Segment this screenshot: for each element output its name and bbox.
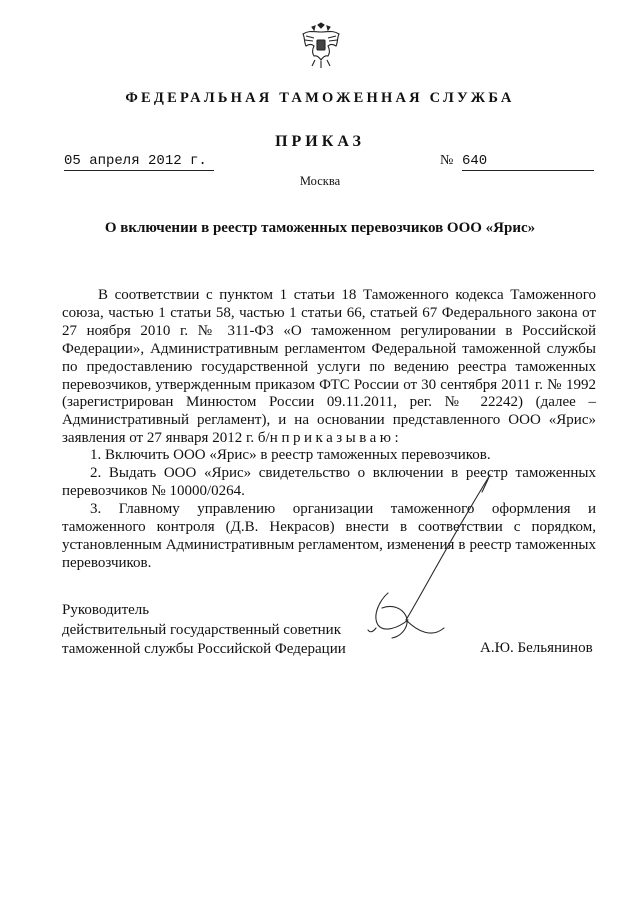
signer-name: А.Ю. Бельянинов <box>480 640 593 656</box>
order-item-1: 1. Включить ООО «Ярис» в реестр таможенных перевозчиков. <box>90 447 491 463</box>
signatory-position-line-2: действительный государственный советник <box>62 621 342 638</box>
order-item-2: 2. Выдать ООО «Ярис» свидетельство о включении в реестр таможенных перевозчиков № 10000/0264. <box>62 465 596 499</box>
order-number-label: № <box>440 153 454 168</box>
issue-city: Москва <box>299 174 341 188</box>
order-item-3: 3. Главному управлению организации таможенного оформления и таможенного контроля (Д.В. Некрасов) внести в соответствии с порядком, установленным Административным регламентом, изменения в реестр таможенных перевозчиков. <box>62 501 596 571</box>
order-title: О включении в реестр таможенных перевозчиков ООО «Ярис» <box>104 220 536 236</box>
order-word: приказываю: <box>281 430 403 447</box>
signatory-position <box>62 601 346 660</box>
signatory-position-line-3: таможенной службы Российской Федерации <box>62 641 346 657</box>
preamble-paragraph <box>62 287 596 448</box>
signatory-position-line-1: Руководитель <box>62 602 150 618</box>
preamble-text: В соответствии с пунктом 1 статьи 18 Таможенного кодекса Таможенного союза, частью 1 статьи 58, частью 1 статьи 66, статьей 67 Федерального закона от 27 ноября 2010 г. № 311-ФЗ «О таможенном регулировании в Российской Федерации», Административным регламентом Федеральной таможенной службы по предоставлению государственной услуги по ведению реестра таможенных перевозчиков, утвержденным приказом ФТС России от 30 сентября 2011 г. № 1992 (зарегистрирован Минюстом России 09.11.2011, рег. № 22242) (далее – Административный регламент), и на основании представленного ООО «Ярис» заявления от 27 января 2012 г. б/н <box>62 287 596 447</box>
document-type: ПРИКАЗ <box>275 133 365 150</box>
order-date: 05 апреля 2012 г. <box>64 152 214 171</box>
agency-name: ФЕДЕРАЛЬНАЯ ТАМОЖЕННАЯ СЛУЖБА <box>125 90 515 106</box>
order-number: 640 <box>462 152 594 171</box>
double-headed-eagle-emblem-icon <box>300 22 342 70</box>
handwritten-signature <box>340 470 540 650</box>
